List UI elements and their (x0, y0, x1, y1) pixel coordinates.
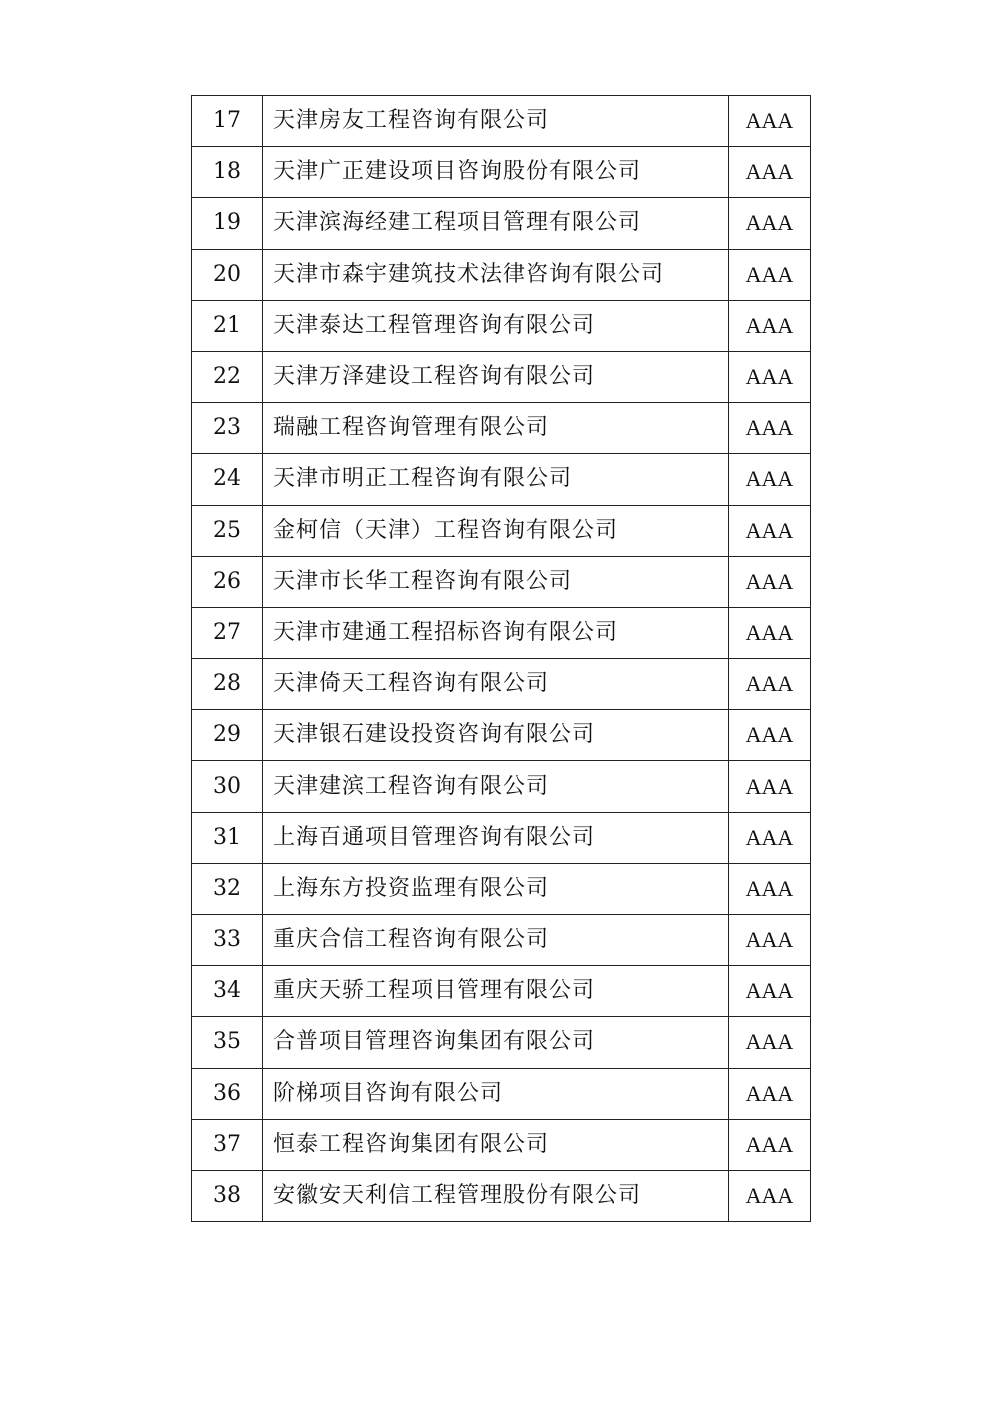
row-number: 28 (192, 659, 263, 710)
table-row (192, 812, 811, 863)
company-name: 阶梯项目咨询有限公司 (263, 1068, 729, 1119)
table-row (192, 1119, 811, 1170)
company-name: 天津房友工程咨询有限公司 (263, 96, 729, 147)
table-row (192, 863, 811, 914)
credit-grade: AAA (729, 147, 811, 198)
table-row (192, 966, 811, 1017)
company-name: 安徽安天利信工程管理股份有限公司 (263, 1170, 729, 1221)
company-name: 重庆天骄工程项目管理有限公司 (263, 966, 729, 1017)
row-number: 27 (192, 607, 263, 658)
credit-grade: AAA (729, 1170, 811, 1221)
row-number: 33 (192, 915, 263, 966)
table-row (192, 607, 811, 658)
credit-grade: AAA (729, 966, 811, 1017)
table-row (192, 300, 811, 351)
company-name: 金柯信（天津）工程咨询有限公司 (263, 505, 729, 556)
company-name: 天津市明正工程咨询有限公司 (263, 454, 729, 505)
table-row (192, 761, 811, 812)
company-name: 恒泰工程咨询集团有限公司 (263, 1119, 729, 1170)
credit-grade: AAA (729, 761, 811, 812)
credit-grade: AAA (729, 1068, 811, 1119)
credit-grade: AAA (729, 249, 811, 300)
credit-grade: AAA (729, 556, 811, 607)
row-number: 38 (192, 1170, 263, 1221)
row-number: 23 (192, 403, 263, 454)
credit-grade: AAA (729, 1017, 811, 1068)
credit-grade: AAA (729, 607, 811, 658)
row-number: 21 (192, 300, 263, 351)
credit-grade: AAA (729, 863, 811, 914)
credit-grade: AAA (729, 198, 811, 249)
company-name: 天津广正建设项目咨询股份有限公司 (263, 147, 729, 198)
company-name: 天津倚天工程咨询有限公司 (263, 659, 729, 710)
row-number: 31 (192, 812, 263, 863)
credit-grade: AAA (729, 403, 811, 454)
row-number: 22 (192, 351, 263, 402)
row-number: 18 (192, 147, 263, 198)
company-name: 瑞融工程咨询管理有限公司 (263, 403, 729, 454)
company-name: 天津市建通工程招标咨询有限公司 (263, 607, 729, 658)
row-number: 24 (192, 454, 263, 505)
credit-grade: AAA (729, 454, 811, 505)
row-number: 19 (192, 198, 263, 249)
table-row (192, 1017, 811, 1068)
table-row (192, 710, 811, 761)
row-number: 20 (192, 249, 263, 300)
company-name: 上海东方投资监理有限公司 (263, 863, 729, 914)
company-name: 天津市森宇建筑技术法律咨询有限公司 (263, 249, 729, 300)
row-number: 29 (192, 710, 263, 761)
row-number: 26 (192, 556, 263, 607)
row-number: 37 (192, 1119, 263, 1170)
company-name: 上海百通项目管理咨询有限公司 (263, 812, 729, 863)
company-name: 天津万泽建设工程咨询有限公司 (263, 351, 729, 402)
company-name: 合普项目管理咨询集团有限公司 (263, 1017, 729, 1068)
row-number: 35 (192, 1017, 263, 1068)
company-name: 天津泰达工程管理咨询有限公司 (263, 300, 729, 351)
company-name: 天津建滨工程咨询有限公司 (263, 761, 729, 812)
credit-grade: AAA (729, 300, 811, 351)
row-number: 32 (192, 863, 263, 914)
table-row (192, 147, 811, 198)
table-row (192, 505, 811, 556)
row-number: 36 (192, 1068, 263, 1119)
table-row (192, 1068, 811, 1119)
credit-grade: AAA (729, 659, 811, 710)
credit-grade: AAA (729, 505, 811, 556)
table-body (192, 96, 811, 1222)
table-row (192, 1170, 811, 1221)
table-row (192, 198, 811, 249)
row-number: 25 (192, 505, 263, 556)
company-name: 天津滨海经建工程项目管理有限公司 (263, 198, 729, 249)
company-name: 天津银石建设投资咨询有限公司 (263, 710, 729, 761)
row-number: 17 (192, 96, 263, 147)
table-row (192, 96, 811, 147)
table-row (192, 454, 811, 505)
credit-grade: AAA (729, 812, 811, 863)
table-row (192, 556, 811, 607)
table-row (192, 659, 811, 710)
table-row (192, 403, 811, 454)
table-row (192, 249, 811, 300)
credit-grade: AAA (729, 96, 811, 147)
row-number: 30 (192, 761, 263, 812)
table-row (192, 915, 811, 966)
credit-grade: AAA (729, 1119, 811, 1170)
row-number: 34 (192, 966, 263, 1017)
table-row (192, 351, 811, 402)
credit-grade: AAA (729, 915, 811, 966)
company-rating-table (191, 95, 811, 1222)
credit-grade: AAA (729, 351, 811, 402)
company-name: 天津市长华工程咨询有限公司 (263, 556, 729, 607)
company-name: 重庆合信工程咨询有限公司 (263, 915, 729, 966)
credit-grade: AAA (729, 710, 811, 761)
